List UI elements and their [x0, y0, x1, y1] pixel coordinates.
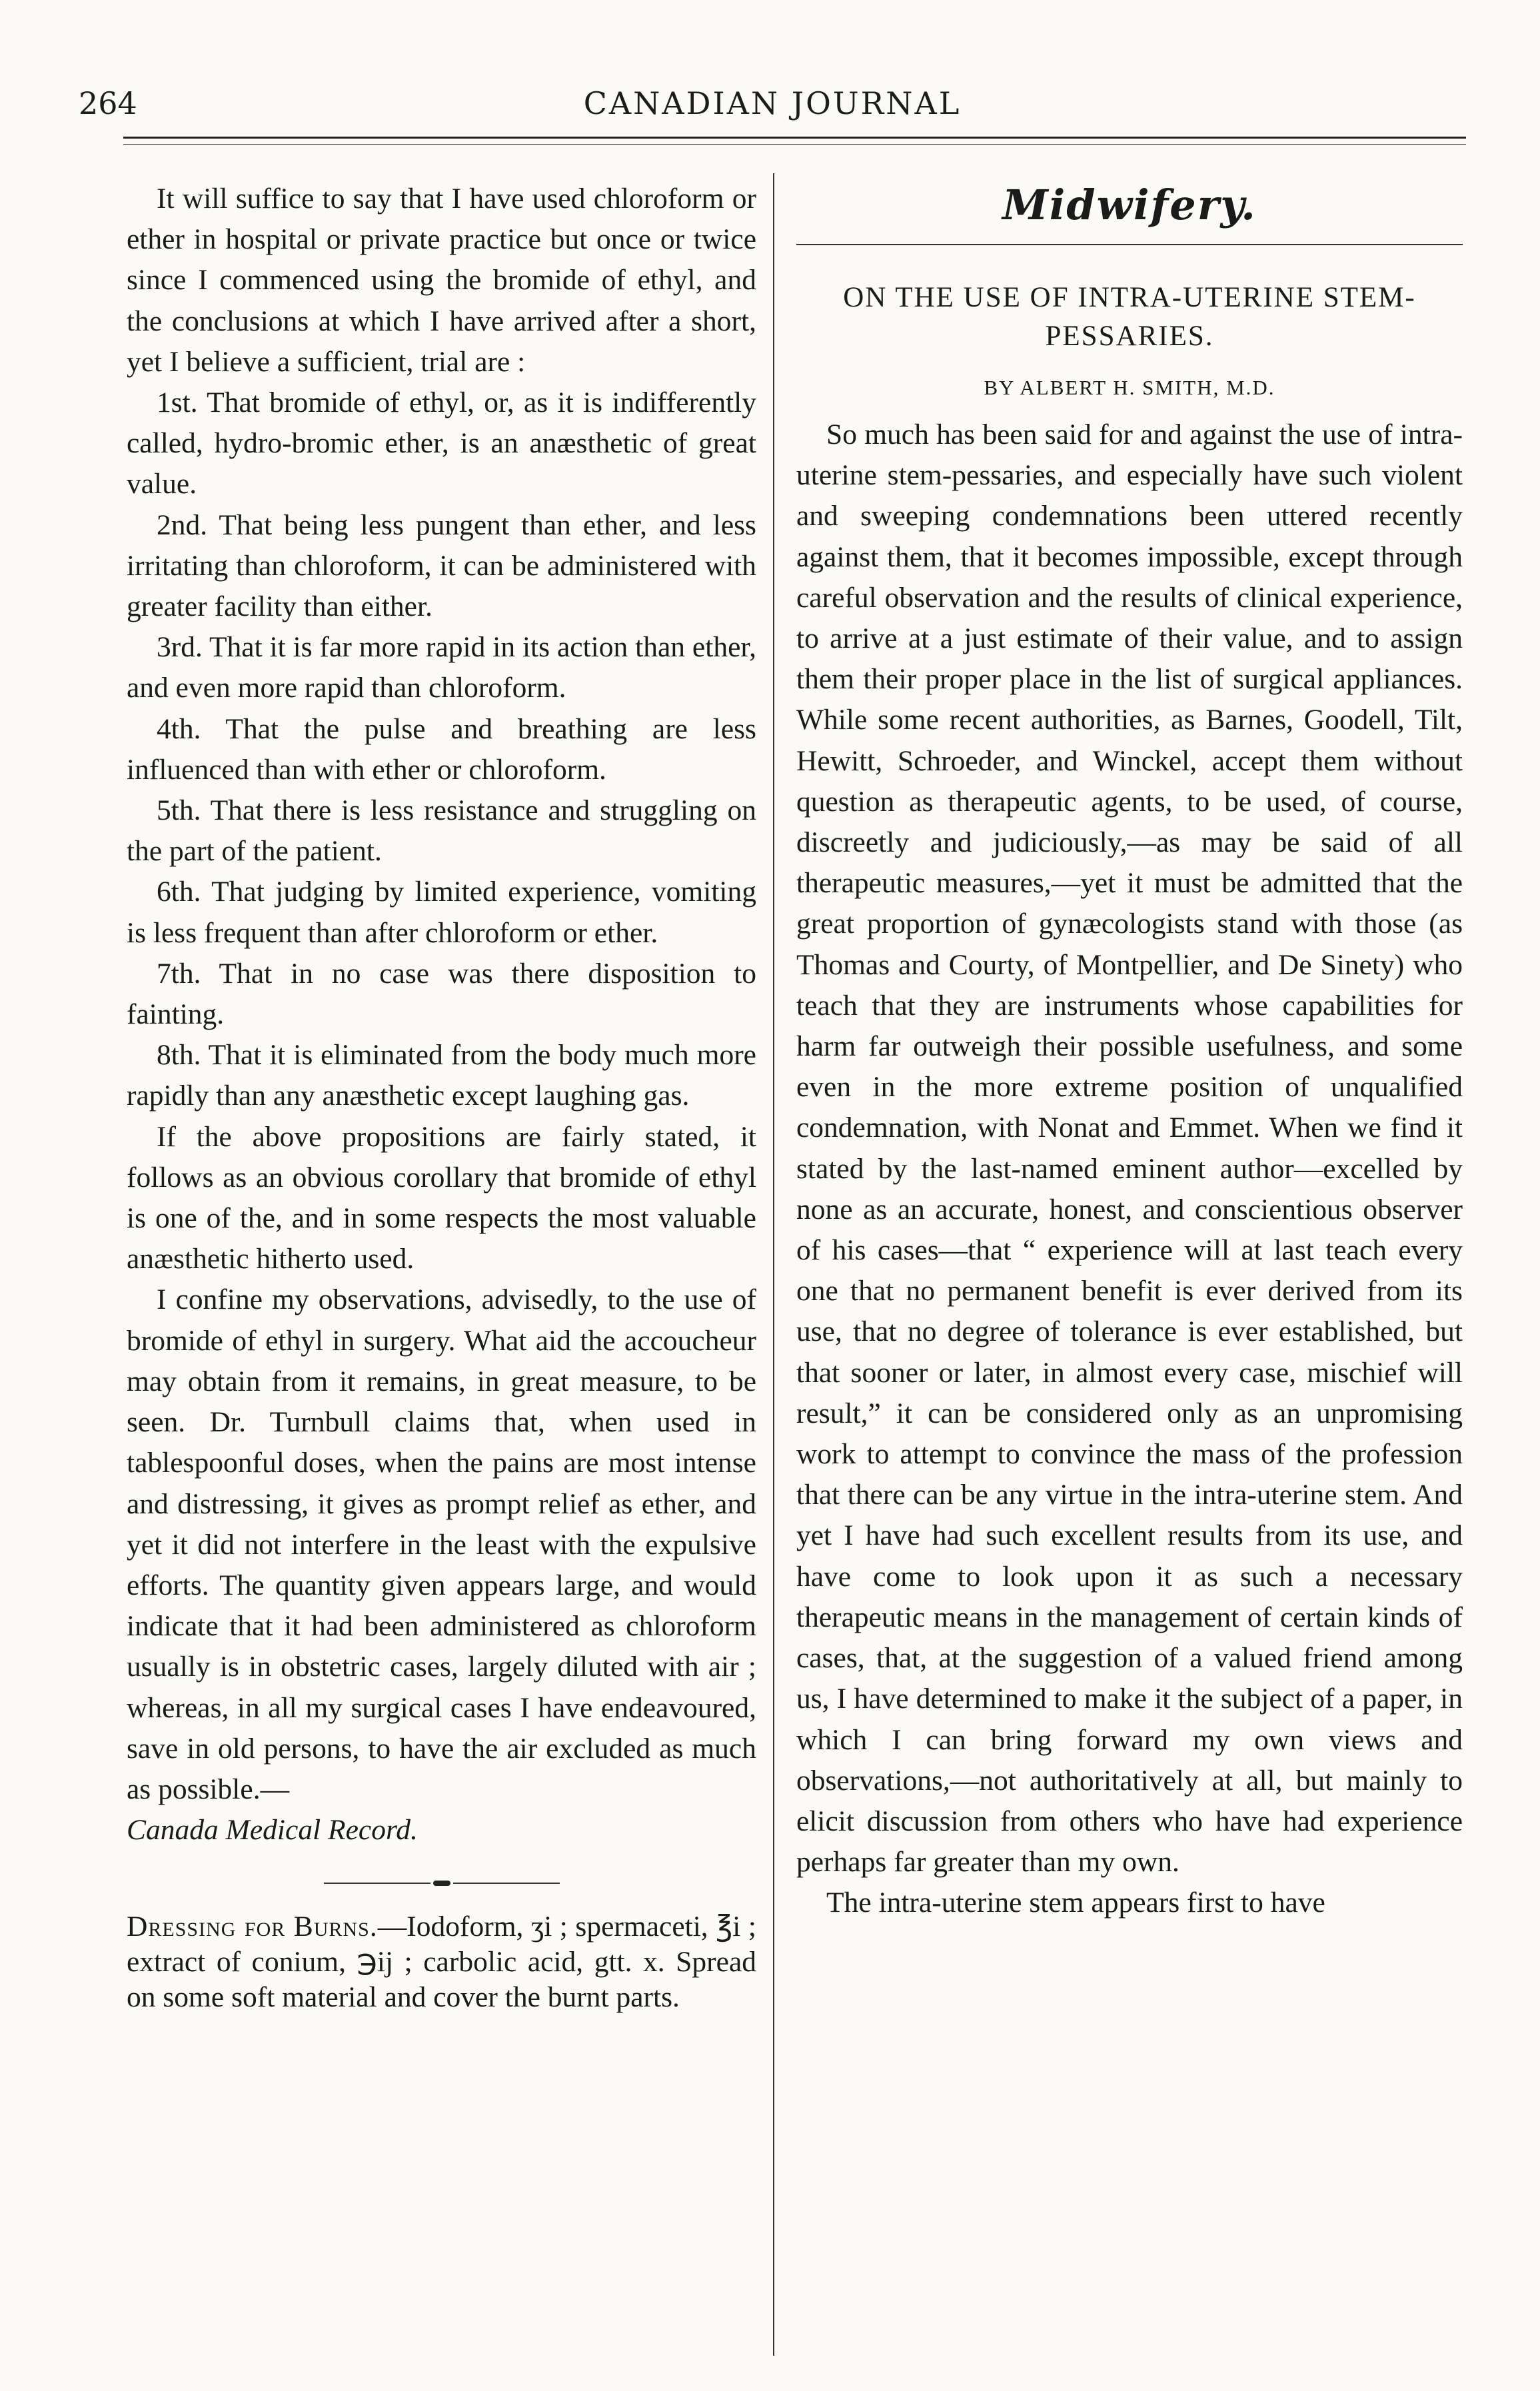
section-heading: Midwifery.	[1002, 181, 1257, 229]
paragraph: If the above propositions are fairly stated, it follows as an obvious corollary that bromide of ethyl is one of the, and in some respects the most valuable anæsthetic hitherto used.	[127, 1120, 756, 1275]
paragraph: So much has been said for and against the use of intra-uterine stem-pessaries, and especially have such violent and sweeping condemnations been uttered recently against them, that it becomes impossible, except through careful observation and the results of clinical experience, to arrive at a just estimate of their value, and to assign them their proper place in the list of surgical appliances. While some recent authorities, as Barnes, Goodell, Tilt, Hewitt, Schroeder, and Winckel, accept them without question as therapeutic agents, to be used, of course, discreetly and judiciously,—as may be said of all therapeutic measures,—yet it must be admitted that the great proportion of gynæcologists stand with those (as Thomas and Courty, of Montpellier, and De Sinety) who teach that they are instruments whose capabilities for harm far outweigh their possible usefulness, and some even in the more extreme position of unqualified condemnation, with Nonat and Emmet. When we find it stated by the last-named eminent author—excelled by none as an accurate, honest, and conscientious observer of his cases—that “ experience will at last teach every one that no permanent benefit is ever derived from its use, that no degree of tolerance is ever established, but that sooner or later, in almost every case, mischief will result,” it can be considered only as an unpromising work to attempt to convince the mass of the profession that there can be any virtue in the intra-uterine stem. And yet I have had such excellent results from its use, and have come to look upon it as such a necessary therapeutic means in the management of certain kinds of cases, that, at the suggestion of a valued friend among us, I have determined to make it the subject of a paper, in which I can bring forward my own views and observations,—not authoritatively at all, but mainly to elicit discussion from others who have had experience perhaps far greater than my own.	[796, 418, 1463, 1879]
column-divider	[773, 173, 774, 2356]
right-column	[796, 179, 1463, 1924]
paragraph: 5th. That there is less resistance and struggling on the part of the patient.	[127, 794, 756, 868]
paragraph: It will suffice to say that I have used chloroform or ether in hospital or private practice but once or twice since I commenced using the bromide of ethyl, and the conclusions at which I have arrived after a short, yet I believe a sufficient, trial are :	[127, 183, 756, 378]
note-text: —Iodoform, ʒi ; spermaceti, ℥i ; extract of conium, ℈ij ; carbolic acid, gtt. x. Spread on some soft material and cover the burnt parts.	[127, 1911, 756, 2014]
header-rule-thin	[123, 144, 1466, 145]
citation: Canada Medical Record.	[127, 1814, 418, 1847]
running-head: CANADIAN JOURNAL	[583, 85, 962, 121]
byline: BY ALBERT H. SMITH, M.D.	[984, 376, 1275, 399]
header-rule	[123, 137, 1466, 139]
section-rule	[796, 244, 1463, 245]
paragraph: The intra-uterine stem appears first to have	[826, 1887, 1325, 1919]
left-column	[127, 179, 756, 2015]
page-header	[79, 85, 1466, 132]
paragraph: I confine my observations, advisedly, to the use of bromide of ethyl in surgery. What aid the accoucheur may obtain from it remains, in great measure, to be seen. Dr. Turnbull claims that, when used in tablespoonful doses, when the pains are most intense and distressing, it gives as prompt relief as ether, and yet it did not interfere in the least with the expulsive efforts. The quantity given appears large, and would indicate that it had been administered as chloroform usually is in obstetric cases, largely diluted with air ; whereas, in all my surgical cases I have endeavoured, save in old persons, to have the air excluded as much as possible.—	[127, 1283, 756, 1805]
ornament-divider	[127, 1876, 756, 1889]
paragraph: 1st. That bromide of ethyl, or, as it is indifferently called, hydro-bromic ether, is an anæsthetic of great value.	[127, 387, 756, 500]
paragraph: 8th. That it is eliminated from the body much more rapidly than any anæsthetic except laughing gas.	[127, 1039, 756, 1112]
dressing-note	[127, 1909, 756, 2015]
paragraph: 2nd. That being less pungent than ether, and less irritating than chloroform, it can be administered with greater facility than either.	[127, 508, 756, 623]
page-number: 264	[79, 85, 137, 121]
paragraph: 6th. That judging by limited experience, vomiting is less frequent than after chloroform or ether.	[127, 876, 756, 949]
paragraph: 3rd. That it is far more rapid in its action than ether, and even more rapid than chloroform.	[127, 631, 756, 704]
note-heading: Dressing for Burns.	[127, 1911, 378, 1943]
paragraph: 7th. That in no case was there disposition to fainting.	[127, 957, 756, 1031]
paragraph: 4th. That the pulse and breathing are less influenced than with ether or chloroform.	[127, 712, 756, 786]
article-title: ON THE USE OF INTRA-UTERINE STEM-PESSARIES.	[843, 282, 1416, 352]
citation-line	[127, 1810, 756, 1851]
